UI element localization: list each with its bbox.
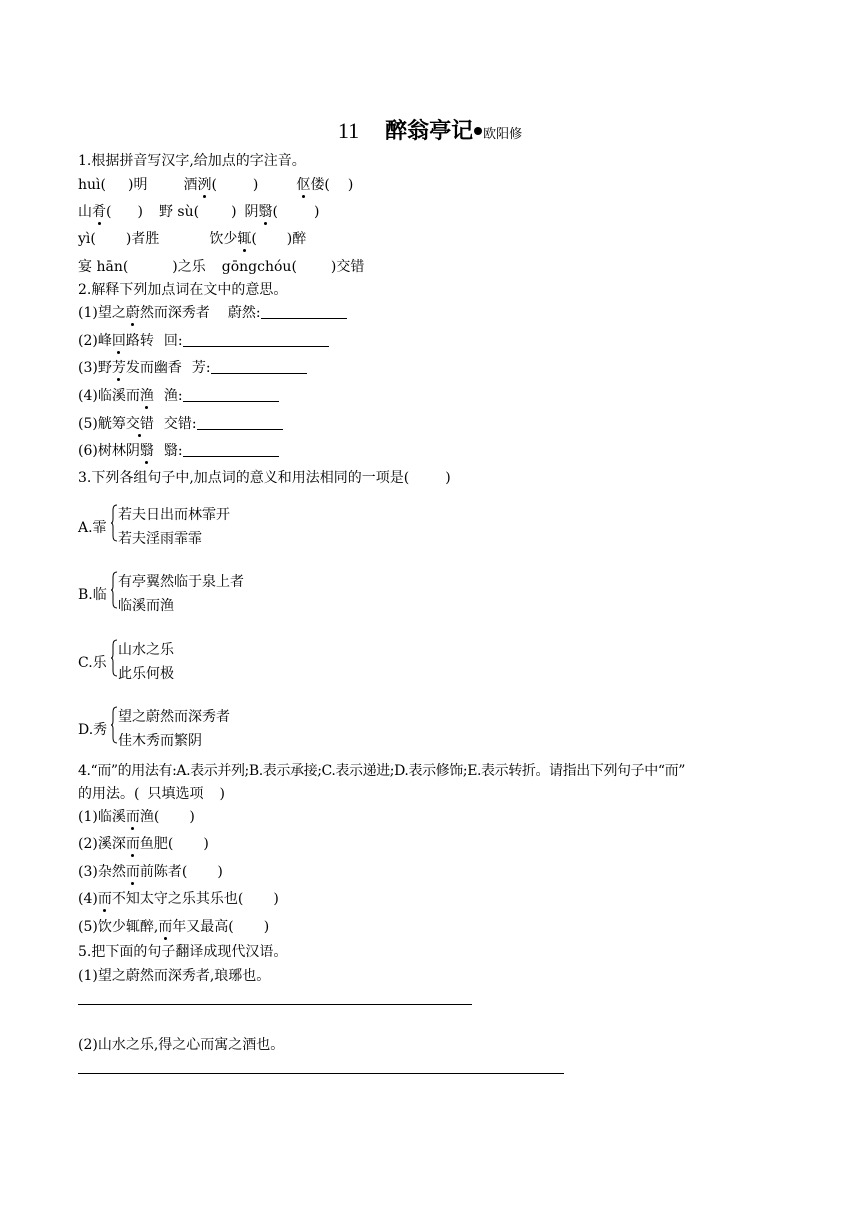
answer-blank[interactable] bbox=[183, 332, 329, 347]
brace-icon bbox=[111, 706, 117, 744]
answer-blank[interactable] bbox=[183, 387, 279, 402]
q5-stem: 5.把下面的句子翻译成现代汉语。 bbox=[78, 944, 288, 960]
q4-item-1: (1)临溪而渔( ) bbox=[78, 809, 195, 825]
q2-stem: 2.解释下列加点词在文中的意思。 bbox=[78, 282, 288, 298]
footnote-marker-icon bbox=[474, 127, 482, 135]
q1-row-1: huì( )明 酒洌( ) 伛偻( ) bbox=[78, 177, 354, 193]
q2-item-5: (5)觥筹交错 交错: bbox=[78, 415, 283, 433]
q1-row-4: 宴 hān( )之乐 gōngchóu( )交错 bbox=[78, 259, 365, 275]
q2-item-3: (3)野芳发而幽香 芳: bbox=[78, 359, 307, 377]
q4-item-2: (2)溪深而鱼肥( ) bbox=[78, 836, 209, 852]
translation-answer-line-1[interactable] bbox=[78, 1004, 472, 1005]
q4-stem-line-1: 4.“而”的用法有:A.表示并列;B.表示承接;C.表示递进;D.表示修饰;E.表示转折。请指出下列句子中“而” bbox=[78, 763, 685, 779]
lesson-number: 11 bbox=[337, 118, 360, 143]
lesson-name: 醉翁亭记 bbox=[385, 119, 474, 144]
q5-sentence-2: (2)山水之乐,得之心而寓之酒也。 bbox=[78, 1037, 285, 1053]
q2-item-1: (1)望之蔚然而深秀者 蔚然: bbox=[78, 304, 347, 322]
brace-icon bbox=[111, 571, 117, 609]
q4-item-3: (3)杂然而前陈者( ) bbox=[78, 864, 223, 880]
answer-blank[interactable] bbox=[197, 415, 283, 430]
q4-item-5: (5)饮少辄醉,而年又最高( ) bbox=[78, 919, 270, 935]
q4-item-4: (4)而不知太守之乐其乐也( ) bbox=[78, 891, 279, 907]
q1-stem: 1.根据拼音写汉字,给加点的字注音。 bbox=[78, 153, 306, 169]
q2-item-6: (6)树林阴翳 翳: bbox=[78, 442, 279, 460]
answer-blank[interactable] bbox=[211, 359, 307, 374]
q4-stem-line-2: 的用法。( 只填选项 ) bbox=[78, 786, 225, 802]
q2-item-4: (4)临溪而渔 渔: bbox=[78, 387, 279, 405]
q1-row-3: yì( )者胜 饮少辄( )醉 bbox=[78, 231, 307, 247]
translation-answer-line-2[interactable] bbox=[78, 1073, 564, 1074]
lesson-title bbox=[0, 114, 860, 145]
brace-icon bbox=[111, 504, 117, 542]
brace-icon bbox=[111, 639, 117, 677]
q1-row-2: 山肴( ) 野 sù( ) 阴翳( ) bbox=[78, 204, 320, 220]
lesson-author: 欧阳修 bbox=[483, 127, 523, 142]
q5-sentence-1: (1)望之蔚然而深秀者,琅琊也。 bbox=[78, 968, 271, 984]
worksheet-page: 11 醉翁亭记 欧阳修 1.根据拼音写汉字,给加点的字注音。 huì( )明 酒洌( ) 伛偻( ) 山肴( ) 野 sù( ) 阴翳( ) yì( )者胜 饮少辄( )醉 宴 hān( )之乐 gōngchóu( )交错 2.解释下列加点词在文中的意思。 (1)望之蔚然而深秀者 蔚然: (2)峰回路转 回: (3)野芳发而幽香 芳: (4)临溪而渔 渔: (5)觥筹交错 交错: (6)树林阴翳 翳: 3.下列各组句子中,加点词的意义和用法相同的一项是( ) A.霏 若夫日出而林霏开 若夫淫雨霏霏 B.临 有亭翼然临于泉上者 临溪而渔 C.乐 山水之乐 此乐何极 D.秀 望之蔚然而深秀者 佳木秀而繁阴 4.“而”的用法有:A.表示并列;B.表示承接;C.表示递进;D.表示修饰;E.表示转折。请指出下列句子中“而” 的用法。( 只填选项 ) (1)临溪而渔( ) (2)溪深而鱼肥( ) (3)杂然而前陈者( ) (4)而不知太守之乐其乐也( ) (5)饮少辄醉,而年又最高( ) 5.把下面的句子翻译成现代汉语。 (1)望之蔚然而深秀者,琅琊也。 (2)山水之乐,得之心而寓之酒也。 bbox=[0, 0, 860, 1216]
answer-blank[interactable] bbox=[261, 304, 347, 319]
q2-item-2: (2)峰回路转 回: bbox=[78, 332, 329, 350]
q3-stem: 3.下列各组句子中,加点词的意义和用法相同的一项是( ) bbox=[78, 470, 451, 486]
answer-blank[interactable] bbox=[183, 442, 279, 457]
